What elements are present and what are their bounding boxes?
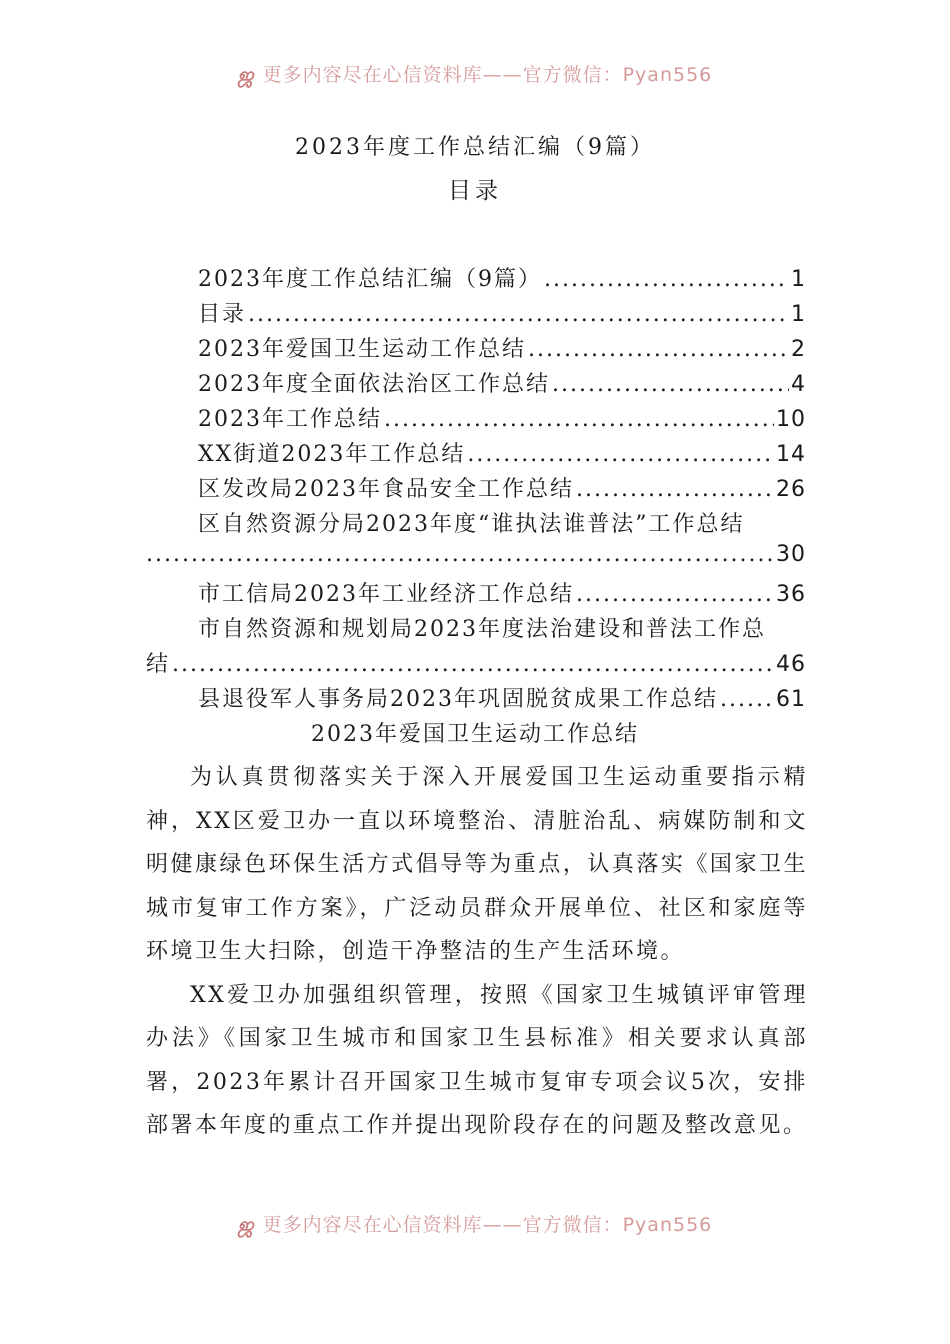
watermark-logo: ஜ: [237, 64, 255, 86]
document-title: 2023年度工作总结汇编（9篇）: [295, 135, 655, 160]
toc-entry-continuation[interactable]: [146, 542, 806, 577]
toc-entry[interactable]: [146, 402, 806, 437]
toc-entry-page: 10: [776, 407, 806, 432]
section-title: 2023年爱国卫生运动工作总结: [311, 722, 639, 747]
toc-entry-page: 4: [791, 372, 806, 397]
table-of-contents: [146, 262, 806, 717]
toc-entry-text: 市工信局2023年工业经济工作总结: [198, 582, 574, 607]
toc-entry[interactable]: [146, 262, 806, 297]
toc-entry-text: 2023年度工作总结汇编（9篇）: [198, 267, 542, 292]
toc-entry[interactable]: [146, 332, 806, 367]
toc-entry[interactable]: [146, 297, 806, 332]
toc-leader: [384, 407, 774, 432]
toc-leader: [552, 372, 789, 397]
watermark-logo: ஜ: [237, 1214, 255, 1236]
toc-entry-page: 14: [776, 442, 806, 467]
toc-leader: [576, 477, 774, 502]
toc-leader: [467, 442, 774, 467]
toc-entry-text: 2023年工作总结: [198, 407, 382, 432]
toc-entry-page: 26: [776, 477, 806, 502]
toc-entry-page: 2: [791, 337, 806, 362]
toc-entry-text: 市自然资源和规划局2023年度法治建设和普法工作总: [198, 617, 766, 642]
toc-entry-text: 县退役军人事务局2023年巩固脱贫成果工作总结: [198, 687, 718, 712]
toc-entry-page: 46: [776, 652, 806, 677]
toc-entry-page: 30: [776, 542, 806, 567]
toc-leader: [544, 267, 789, 292]
watermark-text: 更多内容尽在心信资料库——官方微信：Pyan556: [262, 64, 713, 86]
toc-entry-page: 1: [791, 302, 806, 327]
toc-entry-wrapped[interactable]: [146, 612, 806, 647]
toc-entry-text: 2023年爱国卫生运动工作总结: [198, 337, 526, 362]
toc-entry-page: 1: [791, 267, 806, 292]
toc-entry-text: 区发改局2023年食品安全工作总结: [198, 477, 574, 502]
toc-leader: [146, 542, 774, 567]
toc-entry-text: 目录: [198, 302, 247, 327]
toc-leader: [172, 652, 774, 677]
toc-entry[interactable]: [146, 682, 806, 717]
toc-heading: 目录: [448, 178, 502, 204]
toc-entry-page: 36: [776, 582, 806, 607]
toc-entry-page: 61: [776, 687, 806, 712]
toc-leader: [248, 302, 789, 327]
toc-entry[interactable]: [146, 367, 806, 402]
watermark-footer: [0, 1210, 950, 1239]
toc-entry-continuation-text: 结: [146, 652, 171, 677]
toc-entry[interactable]: [146, 577, 806, 612]
toc-leader: [720, 687, 774, 712]
toc-entry[interactable]: [146, 472, 806, 507]
watermark-header: [0, 60, 950, 89]
body-paragraph: XX爱卫办加强组织管理，按照《国家卫生城镇评审管理办法》《国家卫生城市和国家卫生县标准》相关要求认真部署，2023年累计召开国家卫生城市复审专项会议5次，安排部署本年度的重点工作并提出现阶段存在的问题及整改意见。: [146, 982, 808, 1138]
watermark-text: 更多内容尽在心信资料库——官方微信：Pyan556: [262, 1214, 713, 1236]
toc-leader: [576, 582, 774, 607]
toc-entry-continuation[interactable]: [146, 647, 806, 682]
section-body: [146, 756, 808, 1148]
body-paragraph: 为认真贯彻落实关于深入开展爱国卫生运动重要指示精神，XX区爱卫办一直以环境整治、清脏治乱、病媒防制和文明健康绿色环保生活方式倡导等为重点，认真落实《国家卫生城市复审工作方案》，广泛动员群众开展单位、社区和家庭等环境卫生大扫除，创造干净整洁的生产生活环境。: [146, 765, 808, 964]
toc-entry-text: 区自然资源分局2023年度“谁执法谁普法”工作总结: [198, 512, 745, 537]
toc-entry-text: XX街道2023年工作总结: [198, 442, 466, 467]
toc-leader: [528, 337, 789, 362]
toc-entry[interactable]: [146, 437, 806, 472]
toc-entry-text: 2023年度全面依法治区工作总结: [198, 372, 550, 397]
toc-entry-wrapped[interactable]: [146, 507, 806, 542]
